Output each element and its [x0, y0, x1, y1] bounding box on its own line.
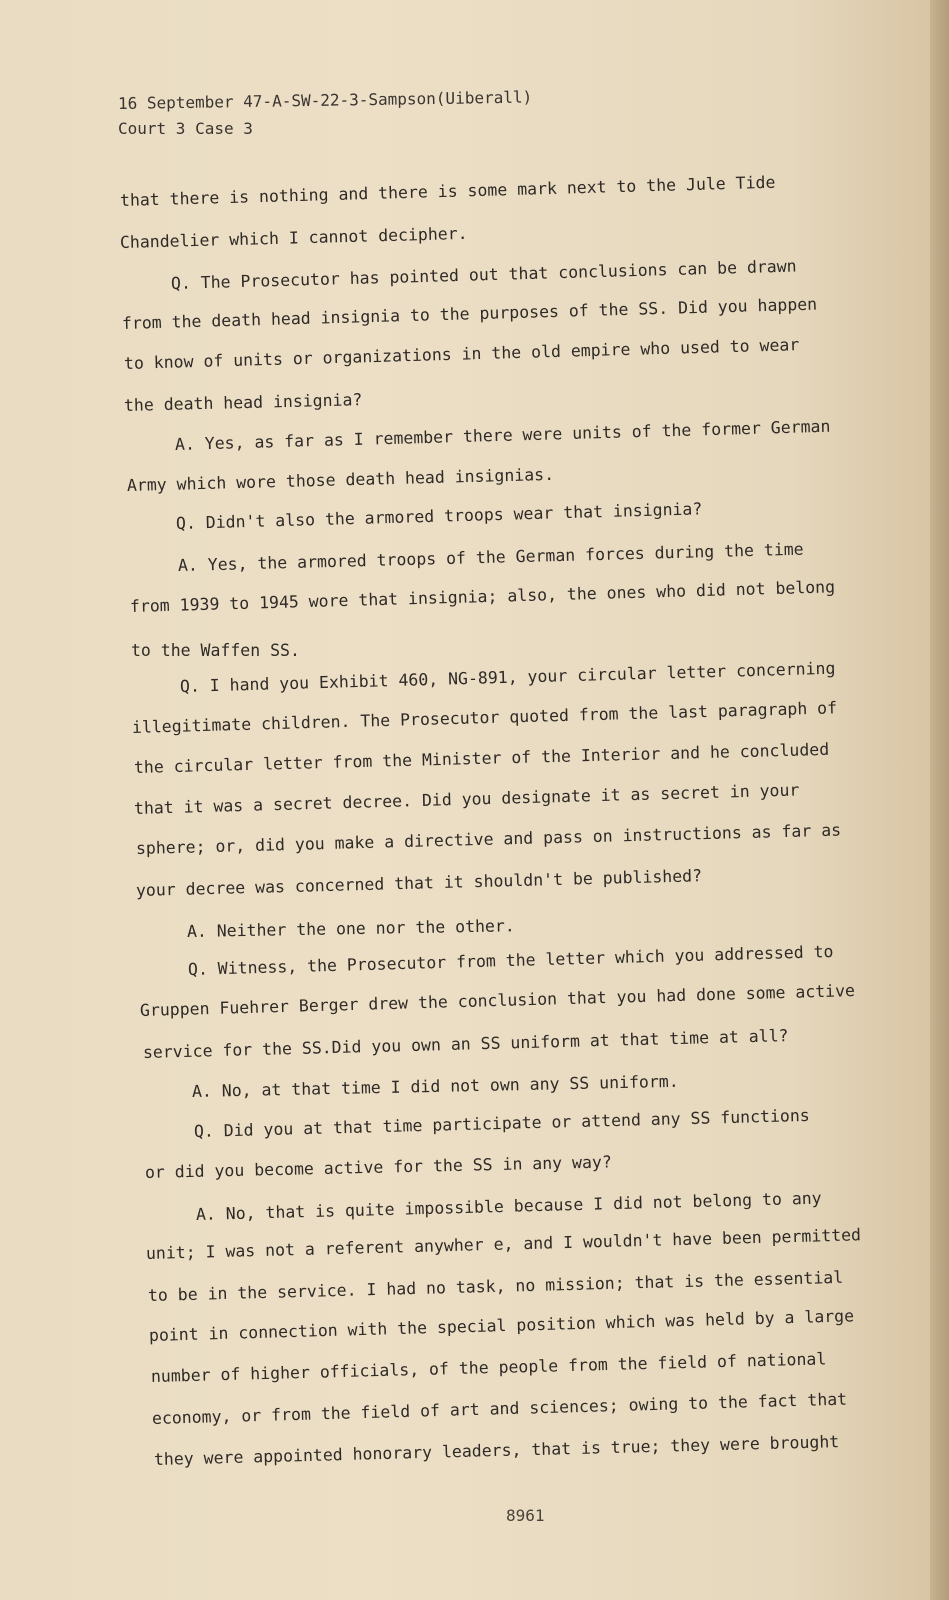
- body-line: number of higher officials, of the people from the field of national: [150, 1349, 827, 1386]
- body-line: your decree was concerned that it shouldn't be published?: [135, 866, 703, 900]
- header-line-2: Court 3 Case 3: [118, 119, 253, 138]
- body-line: Q. I hand you Exhibit 460, NG-891, your circular letter concerning: [179, 658, 836, 696]
- body-line: Gruppen Fuehrer Berger drew the conclusion that you had done some active: [139, 981, 856, 1020]
- body-line: A. Neither the one nor the other.: [186, 916, 515, 941]
- body-line: or did you become active for the SS in any way?: [144, 1152, 612, 1182]
- body-line: Q. Witness, the Prosecutor from the letter which you addressed to: [187, 941, 834, 979]
- body-line: A. Yes, the armored troops of the German forces during the time: [177, 539, 804, 575]
- body-line: to the Waffen SS.: [131, 641, 300, 660]
- body-line: that it was a secret decree. Did you designate it as secret in your: [133, 780, 800, 818]
- body-line: Q. Did you at that time participate or attend any SS functions: [193, 1105, 810, 1141]
- body-line: that there is nothing and there is some mark next to the Jule Tide: [119, 172, 776, 210]
- body-line: from the death head insignia to the purposes of the SS. Did you happen: [121, 294, 818, 333]
- body-line: illegitimate children. The Prosecutor quoted from the last paragraph of: [131, 698, 838, 737]
- body-line: unit; I was not a referent anywher e, and I wouldn't have been permitted: [145, 1225, 862, 1263]
- body-line: the death head insignia?: [123, 390, 363, 415]
- body-line: Q. The Prosecutor has pointed out that conclusions can be drawn: [170, 256, 797, 293]
- body-line: to be in the service. I had no task, no mission; that is the essential: [147, 1267, 844, 1305]
- body-line: point in connection with the special position which was held by a large: [148, 1306, 855, 1345]
- body-line: to know of units or organizations in the old empire who used to wear: [123, 335, 800, 373]
- page-number: 8961: [506, 1506, 545, 1525]
- body-line: A. Yes, as far as I remember there were units of the former German: [174, 416, 831, 454]
- body-line: Q. Didn't also the armored troops wear that insignia?: [175, 499, 703, 533]
- body-line: Chandelier which I cannot decipher.: [119, 223, 468, 252]
- body-line: sphere; or, did you make a directive and pass on instructions as far as: [135, 820, 842, 858]
- body-line: they were appointed honorary leaders, that is true; they were brought: [153, 1432, 840, 1469]
- body-line: Army which wore those death head insignias.: [126, 464, 555, 495]
- header-line-1: 16 September 47-A-SW-22-3-Sampson(Uiberall): [117, 87, 533, 113]
- body-line: the circular letter from the Minister of the Interior and he concluded: [133, 739, 830, 777]
- body-line: service for the SS.Did you own an SS uniform at that time at all?: [142, 1026, 789, 1062]
- body-line: economy, or from the field of art and sciences; owing to the fact that: [151, 1389, 848, 1428]
- body-line: A. No, that is quite impossible because I did not belong to any: [195, 1188, 822, 1224]
- body-line: A. No, at that time I did not own any SS uniform.: [191, 1071, 679, 1101]
- page-edge: [930, 0, 949, 1600]
- body-line: from 1939 to 1945 wore that insignia; also, the ones who did not belong: [129, 577, 836, 616]
